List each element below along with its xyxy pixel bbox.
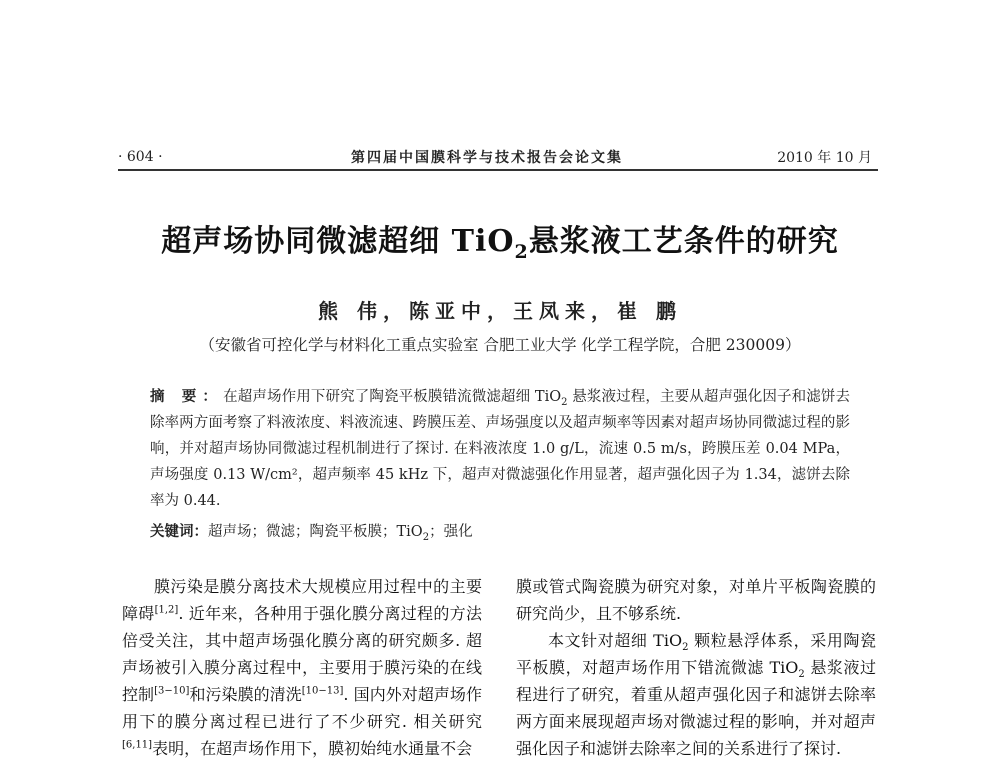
page-number: · 604 · — [118, 149, 163, 165]
body-column-right — [516, 573, 876, 762]
publication-date: 2010 年 10 月 — [777, 150, 872, 166]
header-rule — [118, 169, 878, 171]
citation: [10−13] — [301, 685, 344, 697]
authors: 熊 伟，陈亚中，王凤来，崔 鹏 — [318, 299, 682, 323]
citation: [1,2] — [154, 604, 179, 616]
abstract: 摘 要：在超声场作用下研究了陶瓷平板膜错流微滤超细 TiO$_2$ 悬浆液过程，主要从超声强化因子和滤饼去除率两方面考察了料液浓度、料液流速、跨膜压差、声场强度以及超声频率等因素对超声场协同微滤过程的影响，并对超声场协同微滤过程机制进行了探讨. 在料液浓度 1.0 g/L，流速 0.5 m/s，跨膜压差 0.04 MPa，声场强度 0.13 W/cm²，超声频率 45 kHz 下，超声对微滤强化作用显著，超声强化因子为 1.34，滤饼去除率为 0.44. — [150, 388, 850, 509]
paragraph: 膜污染是膜分离技术大规模应用过程中的主要障碍[1,2]. 近年来，各种用于强化膜分离过程的方法倍受关注，其中超声场强化膜分离的研究颇多. 超声场被引入膜分离过程中，主要用于膜污染的在线控制[3−10]和污染膜的清洗[10−13]. 国内外对超声场作用下的膜分离过程已进行了不少研究. 相关研究[6,11]表明，在超声场作用下，膜初始纯水通量不会 — [122, 577, 482, 758]
conference-title: 第四届中国膜科学与技术报告会论文集 — [351, 150, 623, 166]
abstract-label: 摘 要： — [150, 388, 224, 405]
citation: [3−10] — [154, 685, 190, 697]
keywords: 关键词：超声场；微滤；陶瓷平板膜；TiO$_2$；强化 — [150, 523, 473, 543]
keywords-label: 关键词： — [150, 523, 208, 540]
paragraph: 膜或管式陶瓷膜为研究对象，对单片平板陶瓷膜的研究尚少，且不够系统. — [516, 577, 876, 623]
citation: [6,11] — [122, 739, 153, 751]
paragraph: 本文针对超细 TiO$_2$ 颗粒悬浮体系，采用陶瓷平板膜，对超声场作用下错流微滤 TiO$_2$ 悬浆液过程进行了研究，着重从超声强化因子和滤饼去除率两方面来展现超声场对微滤过程的影响，并对超声强化因子和滤饼去除率之间的关系进行了探讨. — [516, 631, 876, 758]
running-header — [118, 143, 878, 167]
affiliation: （安徽省可控化学与材料化工重点实验室 合肥工业大学 化学工程学院，合肥 230009） — [199, 336, 801, 354]
body-column-left — [122, 573, 482, 762]
paper-title: 超声场协同微滤超细 TiO$_2$悬浆液工艺条件的研究 — [161, 224, 839, 263]
